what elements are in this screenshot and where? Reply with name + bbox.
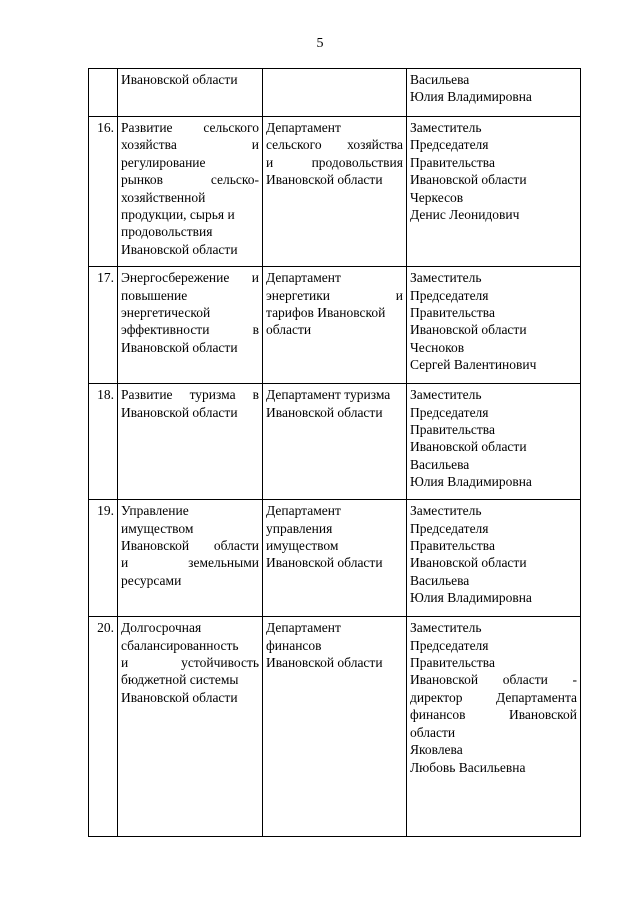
curator-cell (407, 69, 581, 117)
executor-line: Ивановской области (266, 404, 383, 420)
row-number-cell (89, 500, 118, 617)
curator-line: финансов Ивановской (410, 707, 577, 723)
program-name-line: сбалансированность (121, 637, 239, 653)
curator-line: Черкесов (410, 189, 464, 205)
program-name-line: бюджетной системы (121, 672, 239, 688)
curator-line: Председателя (410, 637, 489, 653)
executor-line: Ивановской области (266, 172, 383, 188)
curator-line: Председателя (410, 404, 489, 420)
curator-line: Ивановской области (410, 322, 527, 338)
program-name-line: Управление (121, 503, 189, 519)
curator-line: Ивановской области (410, 439, 527, 455)
program-name-cell (118, 384, 263, 500)
executor-line: управления (266, 520, 333, 536)
program-name-line: хозяйства и (121, 137, 259, 153)
row-number-cell (89, 617, 118, 837)
row-number: 20. (97, 620, 114, 636)
curator-line: Сергей Валентинович (410, 357, 537, 373)
programs-table-body (89, 69, 581, 837)
executor-line: энергетики и (266, 287, 403, 303)
program-name-line: повышение (121, 287, 188, 303)
curator-line: Правительства (410, 422, 495, 438)
row-number-cell (89, 267, 118, 384)
executor-cell (263, 617, 407, 837)
table-row (89, 117, 581, 267)
executor-line: Департамент (266, 120, 341, 135)
executor-line: финансов (266, 637, 322, 653)
program-name-line: и земельными (121, 555, 259, 571)
curator-line: Заместитель (410, 620, 482, 636)
row-number: 16. (97, 120, 114, 135)
program-name-cell (118, 69, 263, 117)
curator-line: директор Департамента (410, 689, 577, 705)
curator-line: Заместитель (410, 120, 482, 135)
program-name-cell (118, 617, 263, 837)
curator-line: Васильева (410, 572, 470, 588)
program-name-cell (118, 267, 263, 384)
curator-line: Правительства (410, 538, 495, 554)
program-name-line: Ивановской области (121, 689, 238, 705)
program-name-line: продукции, сырья и (121, 207, 235, 223)
row-number: 18. (97, 387, 114, 403)
program-name-line: ресурсами (121, 572, 182, 588)
curator-line: Заместитель (410, 503, 482, 519)
executor-line: Департамент (266, 620, 341, 636)
curator-line: Васильева (410, 72, 470, 87)
curator-line: Председателя (410, 287, 489, 303)
executor-line: Департамент (266, 503, 341, 519)
programs-table (88, 68, 581, 837)
table-row (89, 500, 581, 617)
executor-line: Департамент (266, 270, 341, 286)
curator-line: Правительства (410, 655, 495, 671)
program-name-line: Ивановской области (121, 241, 238, 257)
program-name-line: хозяйственной (121, 189, 206, 205)
executor-cell (263, 267, 407, 384)
page-number: 5 (316, 36, 324, 51)
curator-line: Ивановской области (410, 172, 527, 188)
executor-cell (263, 384, 407, 500)
executor-line: имуществом (266, 538, 339, 554)
table-row (89, 617, 581, 837)
program-name-line: рынков сельско- (121, 172, 259, 188)
curator-line: Юлия Владимировна (410, 590, 532, 606)
executor-line: Ивановской области (266, 555, 383, 571)
program-name-cell (118, 500, 263, 617)
curator-line: Правительства (410, 154, 495, 170)
program-name-line: Развитие туризма в (121, 387, 259, 403)
curator-line: Чесноков (410, 339, 465, 355)
program-name-line: Ивановской области (121, 339, 238, 355)
row-number-cell (89, 384, 118, 500)
program-name-line: Ивановской области (121, 538, 259, 554)
executor-line: Департамент туризма (266, 387, 391, 403)
curator-line: Ивановской области - (410, 672, 577, 688)
row-number: 17. (97, 270, 114, 286)
curator-line: Заместитель (410, 387, 482, 403)
program-name-line: Ивановской области (121, 72, 238, 87)
program-name-line: Ивановской области (121, 404, 238, 420)
executor-cell (263, 500, 407, 617)
curator-line: Юлия Владимировна (410, 89, 532, 105)
curator-cell (407, 267, 581, 384)
executor-line: и продовольствия (266, 154, 403, 170)
curator-line: Заместитель (410, 270, 482, 286)
row-number-cell (89, 69, 118, 117)
executor-line: области (266, 322, 312, 338)
table-row (89, 267, 581, 384)
program-name-line: имуществом (121, 520, 194, 536)
curator-line: области (410, 724, 456, 740)
curator-line: Яковлева (410, 742, 463, 758)
program-name-line: энергетической (121, 305, 211, 321)
row-number-cell (89, 117, 118, 267)
curator-cell (407, 500, 581, 617)
curator-line: Любовь Васильевна (410, 759, 526, 775)
executor-line: Ивановской области (266, 655, 383, 671)
curator-cell (407, 617, 581, 837)
executor-line: тарифов Ивановской (266, 305, 386, 321)
program-name-line: продовольствия (121, 224, 213, 240)
executor-cell (263, 69, 407, 117)
row-number: 19. (97, 503, 114, 519)
curator-line: Председателя (410, 137, 489, 153)
program-name-line: регулирование (121, 154, 206, 170)
curator-cell (407, 117, 581, 267)
program-name-line: Долгосрочная (121, 620, 202, 636)
executor-line: сельского хозяйства (266, 137, 403, 153)
curator-line: Юлия Владимировна (410, 474, 532, 490)
curator-line: Председателя (410, 520, 489, 536)
program-name-cell (118, 117, 263, 267)
curator-line: Ивановской области (410, 555, 527, 571)
curator-cell (407, 384, 581, 500)
curator-line: Васильева (410, 456, 470, 472)
curator-line: Денис Леонидович (410, 207, 520, 223)
table-row (89, 384, 581, 500)
program-name-line: Энергосбережение и (121, 270, 259, 286)
program-name-line: Развитие сельского (121, 120, 259, 135)
program-name-line: эффективности в (121, 322, 259, 338)
curator-line: Правительства (410, 305, 495, 321)
executor-cell (263, 117, 407, 267)
table-row (89, 69, 581, 117)
program-name-line: и устойчивость (121, 655, 259, 671)
